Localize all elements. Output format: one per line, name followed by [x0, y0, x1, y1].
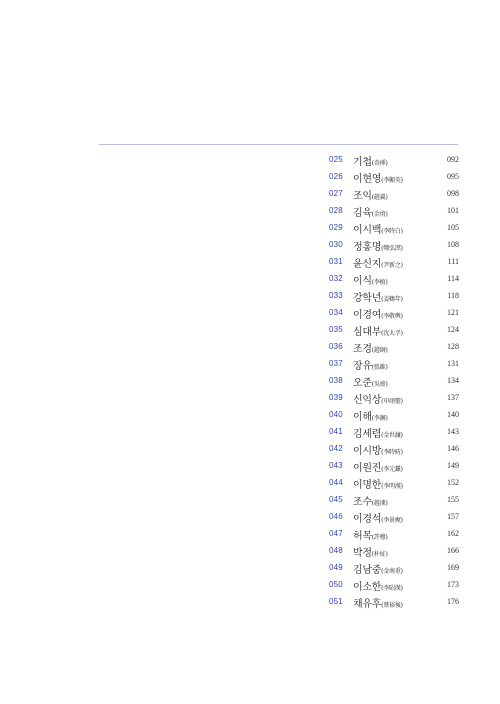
entry-page-number: 098 [447, 189, 459, 198]
entry-name: 오준 [353, 378, 372, 389]
toc-entry [329, 508, 459, 525]
entry-number: 048 [329, 546, 343, 555]
entry-number: 034 [329, 308, 343, 317]
entry-page-number: 101 [447, 206, 459, 215]
entry-hanja: (姜鶴年) [381, 296, 403, 303]
entry-number: 049 [329, 563, 343, 572]
entry-hanja: (李澥) [371, 415, 388, 422]
entry-number: 045 [329, 495, 343, 504]
entry-page-number: 155 [447, 495, 459, 504]
entry-number: 047 [329, 529, 343, 538]
entry-page-number: 137 [447, 393, 459, 402]
top-divider [99, 144, 458, 145]
entry-hanja: (申翊聖) [381, 398, 403, 405]
toc-entry [329, 389, 459, 406]
entry-number: 027 [329, 189, 343, 198]
entry-hanja: (張維) [371, 364, 388, 371]
entry-hanja: (金南重) [381, 568, 403, 575]
entry-name: 박정 [353, 548, 372, 559]
entry-page-number: 131 [447, 359, 459, 368]
entry-page-number: 143 [447, 427, 459, 436]
entry-number: 044 [329, 478, 343, 487]
entry-hanja: (奇揷) [371, 160, 388, 167]
toc-entry [329, 440, 459, 457]
toc-entry [329, 491, 459, 508]
toc-entry [329, 270, 459, 287]
toc-entry [329, 253, 459, 270]
entry-number: 035 [329, 325, 343, 334]
entry-name: 이명한 [353, 480, 382, 491]
entry-hanja: (李昭漢) [381, 585, 403, 592]
entry-page-number: 092 [447, 155, 459, 164]
entry-page-number: 162 [447, 529, 459, 538]
entry-name: 이시방 [353, 446, 382, 457]
entry-hanja: (李顯英) [381, 177, 403, 184]
entry-name: 강학년 [353, 293, 382, 304]
toc-entry [329, 287, 459, 304]
entry-number: 031 [329, 257, 343, 266]
entry-page-number: 111 [447, 257, 459, 266]
entry-name: 김세렴 [353, 429, 382, 440]
entry-page-number: 149 [447, 461, 459, 470]
toc-entry [329, 338, 459, 355]
entry-page-number: 140 [447, 410, 459, 419]
entry-hanja: (趙絅) [371, 347, 388, 354]
entry-page-number: 157 [447, 512, 459, 521]
toc-entry [329, 151, 459, 168]
toc-entry [329, 372, 459, 389]
entry-name: 허목 [353, 531, 372, 542]
toc-entry [329, 304, 459, 321]
toc-entry [329, 559, 459, 576]
entry-name: 이현영 [353, 174, 382, 185]
entry-hanja: (趙翼) [371, 194, 388, 201]
toc-entry [329, 423, 459, 440]
toc-entry [329, 576, 459, 593]
entry-number: 029 [329, 223, 343, 232]
entry-name: 이시백 [353, 225, 382, 236]
entry-name: 이식 [353, 276, 372, 287]
entry-hanja: (金世濂) [381, 432, 403, 439]
entry-hanja: (鄭弘溟) [381, 245, 403, 252]
toc-entry [329, 168, 459, 185]
entry-name: 이원진 [353, 463, 382, 474]
entry-name: 이경석 [353, 514, 382, 525]
entry-page-number: 095 [447, 172, 459, 181]
entry-hanja: (李明漢) [381, 483, 403, 490]
entry-page-number: 166 [447, 546, 459, 555]
entry-number: 032 [329, 274, 343, 283]
entry-number: 037 [329, 359, 343, 368]
entry-number: 043 [329, 461, 343, 470]
entry-number: 038 [329, 376, 343, 385]
toc-entry [329, 202, 459, 219]
entry-page-number: 176 [447, 597, 459, 606]
toc-entry [329, 457, 459, 474]
toc-entry [329, 474, 459, 491]
entry-hanja: (李時昉) [381, 449, 403, 456]
entry-hanja: (李敬輿) [381, 313, 403, 320]
entry-name: 이경여 [353, 310, 382, 321]
entry-name: 조수 [353, 497, 372, 508]
entry-number: 039 [329, 393, 343, 402]
entry-hanja: (李植) [371, 279, 388, 286]
entry-number: 028 [329, 206, 343, 215]
entry-hanja: (吳竣) [371, 381, 388, 388]
entry-page-number: 118 [447, 291, 459, 300]
entry-number: 046 [329, 512, 343, 521]
entry-hanja: (李元鎭) [381, 466, 403, 473]
entry-name: 조익 [353, 191, 372, 202]
entry-hanja: (尹新之) [381, 262, 403, 269]
entry-page-number: 124 [447, 325, 459, 334]
entry-page-number: 134 [447, 376, 459, 385]
entry-name: 장유 [353, 361, 372, 372]
entry-hanja: (許穆) [371, 534, 388, 541]
entry-page-number: 152 [447, 478, 459, 487]
entry-number: 030 [329, 240, 343, 249]
entry-name: 김육 [353, 208, 372, 219]
entry-name: 이소한 [353, 582, 382, 593]
entry-page-number: 128 [447, 342, 459, 351]
entry-page-number: 146 [447, 444, 459, 453]
entry-name: 이해 [353, 412, 372, 423]
toc-entry [329, 593, 459, 610]
entry-number: 051 [329, 597, 343, 606]
entry-number: 041 [329, 427, 343, 436]
entry-number: 033 [329, 291, 343, 300]
entry-number: 026 [329, 172, 343, 181]
entry-page-number: 173 [447, 580, 459, 589]
table-of-contents [329, 151, 459, 610]
toc-entry [329, 219, 459, 236]
entry-name: 조경 [353, 344, 372, 355]
entry-hanja: (朴炡) [371, 551, 388, 558]
entry-number: 025 [329, 155, 343, 164]
entry-name: 심대부 [353, 327, 382, 338]
entry-name: 정홍명 [353, 242, 382, 253]
entry-page-number: 108 [447, 240, 459, 249]
entry-hanja: (蔡裕後) [381, 602, 403, 609]
toc-entry [329, 525, 459, 542]
entry-number: 040 [329, 410, 343, 419]
entry-name: 윤신지 [353, 259, 382, 270]
entry-name: 채유후 [353, 599, 382, 610]
entry-name: 기첩 [353, 157, 372, 168]
toc-entry [329, 236, 459, 253]
toc-entry [329, 321, 459, 338]
entry-page-number: 121 [447, 308, 459, 317]
entry-hanja: (李景奭) [381, 517, 403, 524]
toc-entry [329, 185, 459, 202]
entry-number: 050 [329, 580, 343, 589]
entry-number: 042 [329, 444, 343, 453]
toc-entry [329, 355, 459, 372]
entry-name: 김남중 [353, 565, 382, 576]
entry-hanja: (金堉) [371, 211, 388, 218]
entry-hanja: (李時白) [381, 228, 403, 235]
entry-page-number: 114 [447, 274, 459, 283]
toc-entry [329, 406, 459, 423]
entry-page-number: 169 [447, 563, 459, 572]
toc-entry [329, 542, 459, 559]
entry-hanja: (沈大孚) [381, 330, 403, 337]
entry-page-number: 105 [447, 223, 459, 232]
entry-title [353, 593, 403, 614]
entry-number: 036 [329, 342, 343, 351]
entry-name: 신익상 [353, 395, 382, 406]
entry-hanja: (趙涑) [371, 500, 388, 507]
